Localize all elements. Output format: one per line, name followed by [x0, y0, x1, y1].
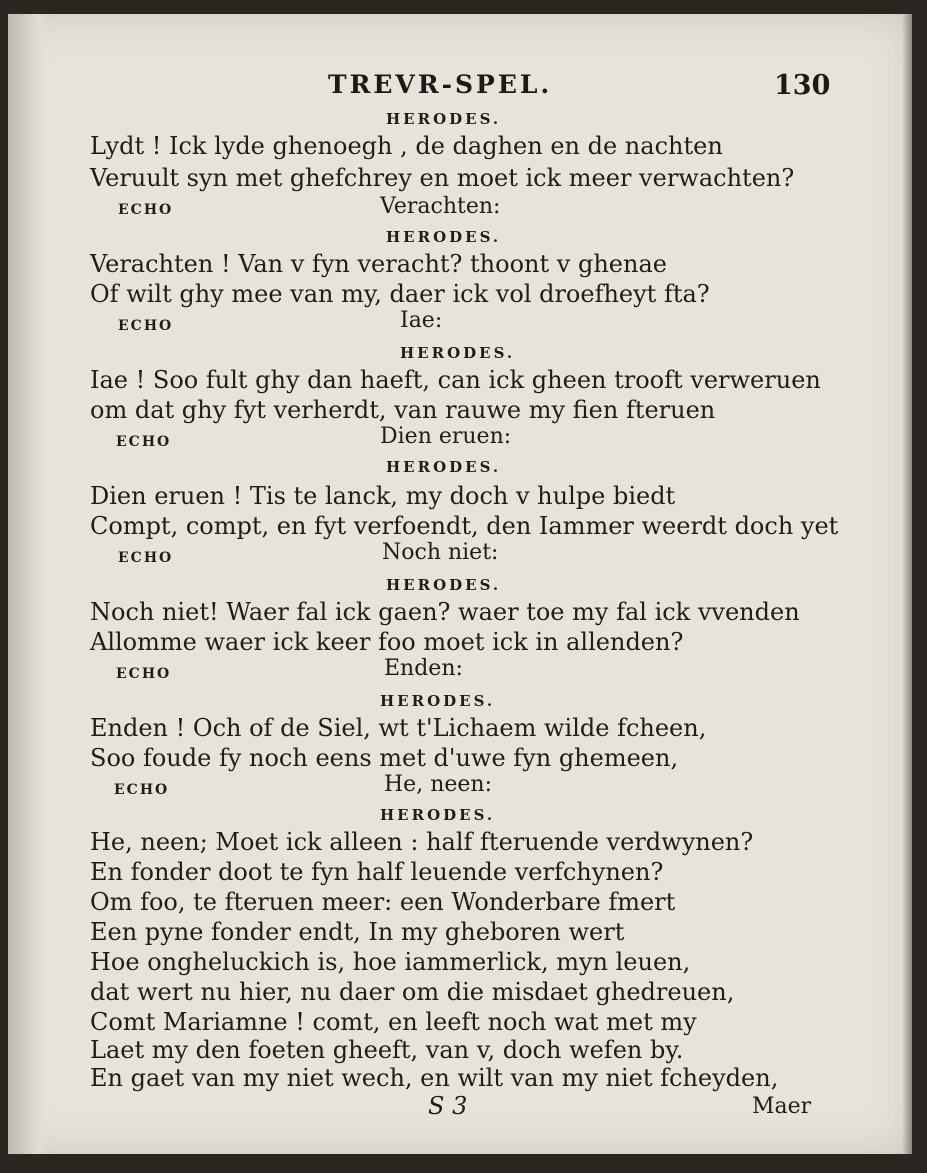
verse-line: He, neen; Moet ick alleen : half fteruende verdwynen? — [90, 828, 754, 856]
speaker-heading: HERODES. — [386, 110, 502, 128]
echo-word: Iae: — [400, 308, 443, 333]
verse-line: Verachten ! Van v fyn veracht? thoont v ghenae — [90, 250, 667, 278]
echo-word: Enden: — [384, 656, 463, 681]
verse-line: Om foo, te fteruen meer: een Wonderbare fmert — [90, 888, 676, 916]
echo-word: Verachten: — [380, 194, 501, 219]
verse-line: Compt, compt, en fyt verfoendt, den Iammer weerdt doch yet — [90, 512, 839, 540]
page-number: 130 — [774, 70, 831, 101]
echo-word: Noch niet: — [382, 540, 499, 565]
verse-line: Comt Mariamne ! comt, en leeft noch wat met my — [90, 1008, 697, 1036]
book-page — [8, 14, 912, 1154]
speaker-heading: HERODES. — [380, 806, 496, 824]
echo-label: ECHO — [116, 666, 172, 682]
running-title: TREVR-SPEL. — [328, 70, 553, 99]
speaker-heading: HERODES. — [400, 344, 516, 362]
signature-mark: S 3 — [428, 1092, 468, 1120]
verse-line: Hoe ongheluckich is, hoe iammerlick, myn leuen, — [90, 948, 691, 976]
echo-word: Dien eruen: — [380, 424, 512, 449]
page-gutter — [8, 14, 46, 1154]
speaker-heading: HERODES. — [380, 692, 496, 710]
verse-line: Dien eruen ! Tis te lanck, my doch v hulpe biedt — [90, 482, 676, 510]
verse-line: Allomme waer ick keer foo moet ick in allenden? — [90, 628, 684, 656]
verse-line: dat wert nu hier, nu daer om die misdaet ghedreuen, — [90, 978, 735, 1006]
speaker-heading: HERODES. — [386, 576, 502, 594]
verse-line: Enden ! Och of de Siel, wt t'Lichaem wilde fcheen, — [90, 714, 707, 742]
echo-label: ECHO — [116, 434, 172, 450]
echo-label: ECHO — [118, 318, 174, 334]
verse-line: Of wilt ghy mee van my, daer ick vol droefheyt fta? — [90, 280, 710, 308]
echo-word: He, neen: — [384, 772, 492, 797]
catchword: Maer — [752, 1094, 812, 1119]
echo-label: ECHO — [118, 202, 174, 218]
echo-label: ECHO — [118, 550, 174, 566]
speaker-heading: HERODES. — [386, 458, 502, 476]
echo-label: ECHO — [114, 782, 170, 798]
speaker-heading: HERODES. — [386, 228, 502, 246]
verse-line: Lydt ! Ick lyde ghenoegh , de daghen en de nachten — [90, 132, 723, 160]
verse-line: Laet my den foeten gheeft, van v, doch wefen by. — [90, 1036, 684, 1064]
verse-line: Veruult syn met ghefchrey en moet ick meer verwachten? — [90, 164, 795, 192]
verse-line: Noch niet! Waer fal ick gaen? waer toe my fal ick vvenden — [90, 598, 800, 626]
page-edge — [902, 14, 912, 1154]
verse-line: Een pyne fonder endt, In my gheboren wert — [90, 918, 625, 946]
verse-line: En fonder doot te fyn half leuende verfchynen? — [90, 858, 664, 886]
verse-line: Soo foude fy noch eens met d'uwe fyn ghemeen, — [90, 744, 679, 772]
verse-line: om dat ghy fyt verherdt, van rauwe my fien fteruen — [90, 396, 716, 424]
verse-line: Iae ! Soo fult ghy dan haeft, can ick gheen trooft verweruen — [90, 366, 821, 394]
verse-line: En gaet van my niet wech, en wilt van my niet fcheyden, — [90, 1064, 779, 1092]
